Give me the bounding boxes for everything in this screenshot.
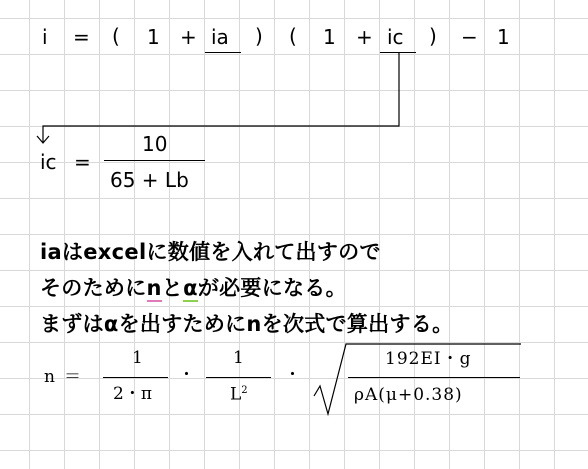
sqrt-numerator: 192EI・g (385, 349, 472, 369)
note-n-highlight: n (146, 276, 162, 300)
note-line-3: まずはαを出すためにnを次式で算出する。 (40, 312, 454, 336)
formula2-equals: = (74, 150, 91, 174)
formula1-token: 1 (147, 25, 160, 49)
formula3-equals: ＝ (64, 367, 81, 387)
frac2-den-exponent: 2 (241, 385, 248, 396)
note-alpha-highlight: α (183, 276, 198, 300)
formula1-token: 1 (323, 25, 336, 49)
formula1-token: + (356, 25, 373, 49)
note-line-2-pre: そのために (40, 276, 147, 300)
frac2-numerator: 1 (233, 348, 244, 368)
frac1-denominator: 2・π (113, 384, 152, 404)
formula1-token: ia (211, 25, 229, 49)
sqrt-fraction-bar (348, 377, 520, 378)
sqrt-denominator: ρA(μ+0.38) (354, 385, 463, 405)
frac1-numerator: 1 (132, 348, 143, 368)
formula1-token: ) (429, 24, 437, 48)
formula2-denominator: 65 + Lb (110, 168, 189, 192)
note-line-2-post: が必要になる。 (197, 276, 347, 300)
formula1-token: ( (112, 24, 120, 48)
formula1-token: − (461, 25, 478, 49)
formula1-token: = (73, 25, 90, 49)
formula1-token: ( (289, 24, 297, 48)
note-line-1: iaはexcelに数値を入れて出すので (40, 240, 381, 264)
dot-operator-2: ・ (284, 365, 301, 385)
dot-operator-1: ・ (178, 365, 195, 385)
formula1-token: ) (255, 24, 263, 48)
formula1-token: ic (387, 25, 404, 49)
formula3-lhs: n (44, 367, 55, 387)
formula1-token: + (180, 25, 197, 49)
formula1-token: 1 (497, 25, 510, 49)
formula2-numerator: 10 (142, 132, 168, 156)
frac2-den-base: L (230, 384, 242, 405)
formula2-lhs: ic (40, 150, 57, 174)
note-line-2-mid: と (161, 276, 184, 300)
formula1-token: i (42, 25, 48, 49)
